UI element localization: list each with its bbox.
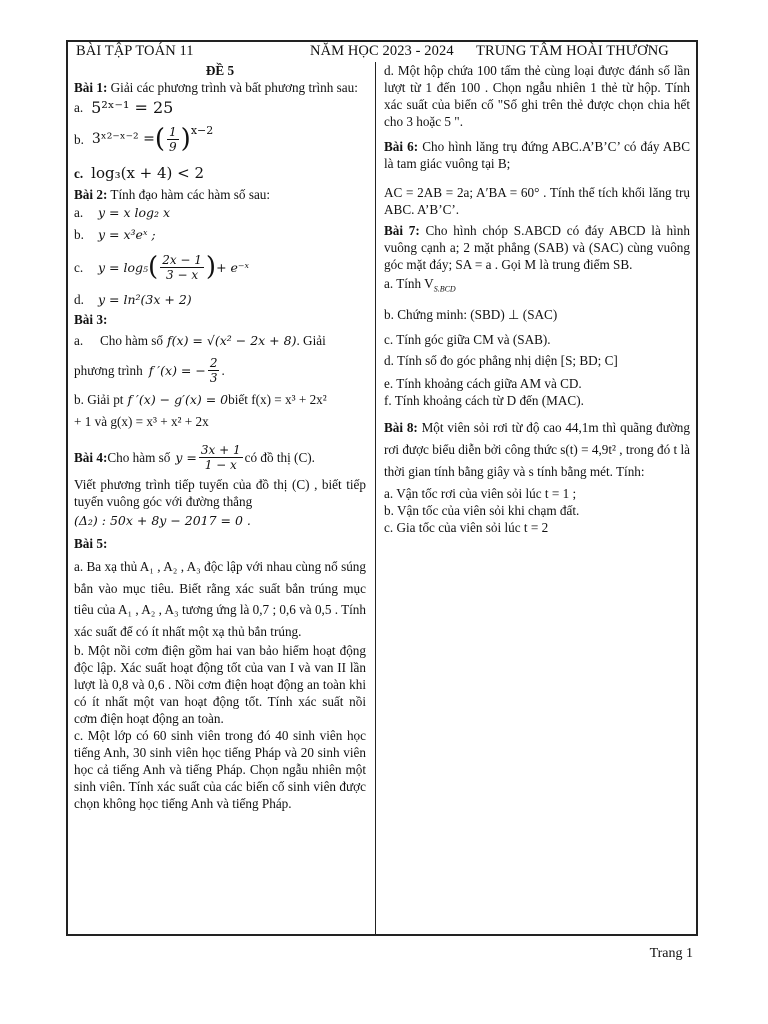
exercise-5 xyxy=(74,535,366,812)
exercise-6 xyxy=(384,138,690,218)
exercise-3a-fraction xyxy=(208,356,220,385)
exercise-1a-equation: 5²ˣ⁻¹ = 25 xyxy=(91,97,174,117)
fraction-numerator: 1 xyxy=(169,124,177,139)
exercise-2c-function-suffix: + e⁻ˣ xyxy=(216,259,249,275)
exercise-1b-exponent: x−2 xyxy=(190,124,214,137)
exercise-2b-label: b. xyxy=(74,226,84,242)
exercise-2a-label: a. xyxy=(74,204,84,220)
exercise-7d-text: d. Tính số đo góc phẳng nhị diện [S; BD; C] xyxy=(384,352,618,368)
exercise-1a-label: a. xyxy=(74,99,84,115)
header-subject: BÀI TẬP TOÁN 11 xyxy=(76,43,194,59)
exercise-1b-label: b. xyxy=(74,131,84,147)
exercise-8b-text: b. Vận tốc của viên sỏi khi chạm đất. xyxy=(384,502,580,518)
exercise-2c-function-prefix: y = log₅ xyxy=(98,259,149,275)
exercise-3a-text-equation: phương trình xyxy=(74,362,143,378)
exercise-1-text: Giải các phương trình và bất phương trình sau: xyxy=(107,80,358,95)
left-column xyxy=(74,62,366,812)
exam-number: ĐỀ 5 xyxy=(205,63,235,78)
exercise-7e-text: e. Tính khoảng cách giữa AM và CD. xyxy=(384,375,582,391)
exercise-8 xyxy=(384,417,690,536)
exercise-4-text-body: Viết phương trình tiếp tuyến của đồ thị (C) , biết tiếp tuyến vuông góc với đường thẳng xyxy=(74,477,366,509)
exercise-3b-text: b. Giải pt xyxy=(74,391,124,407)
fraction-numerator: 2x − 1 xyxy=(162,252,202,267)
exercise-8-text: Một viên sỏi rơi từ độ cao 44,1m thì quãng đường rơi được biểu diễn bởi công thức s(t) = 4,9t² , trong đó t là thời gian tính bằng giây và s tính bằng mét. Tính: xyxy=(384,419,690,479)
exercise-3a-text-cont: . Giải xyxy=(296,332,326,348)
fraction-numerator: 3x + 1 xyxy=(200,442,241,457)
paren-close: ) xyxy=(180,124,191,154)
exercise-3a-equation: f ′(x) = − xyxy=(148,362,206,378)
exercise-1b-lhs: 3ˣ²⁻ˣ⁻² = xyxy=(91,130,155,147)
exercise-4-fraction xyxy=(199,443,243,472)
exercise-4-text-cont: có đồ thị (C). xyxy=(244,449,315,465)
exercise-1b-fraction xyxy=(167,125,179,154)
exercise-2c-fraction xyxy=(160,253,204,282)
paren-open: ( xyxy=(148,252,159,282)
exercise-1 xyxy=(74,79,366,186)
exercise-3b-equation: f ′(x) − g′(x) = 0 xyxy=(127,391,229,407)
exercise-7a-text: a. Tính V xyxy=(384,276,434,291)
header-center-name: TRUNG TÂM HOÀI THƯƠNG xyxy=(476,43,669,59)
exercise-5b-text: b. Một nồi cơm điện gồm hai van bảo hiểm hoạt động độc lập. Xác suất hoạt động tốt của van I và van II lần lượt là 0,8 và 0,6 . Nồi cơm điện hoạt động an toàn khi có ít nhất một van hoạt động tốt. Tính xác suất nồi cơm điện hoạt động an toàn. xyxy=(74,643,366,726)
exercise-7a-subscript: S.BCD xyxy=(433,284,456,294)
right-column xyxy=(384,62,690,536)
exercise-7c-text: c. Tính góc giữa CM và (SAB). xyxy=(384,331,551,347)
exercise-6-text-cont: AC = 2AB = 2a; A′BA = 60° . Tính thể tích khối lăng trụ ABC. A’B’C’. xyxy=(384,185,690,217)
exercise-3-title: Bài 3: xyxy=(74,312,108,327)
exercise-2b-function: y = x³eˣ ; xyxy=(98,226,156,242)
exercise-6-text: Cho hình lăng trụ đứng ABC.A’B’C’ có đáy ABC là tam giác vuông tại B; xyxy=(384,139,690,171)
exercise-4 xyxy=(74,438,366,529)
exercise-4-title: Bài 4: xyxy=(74,449,108,465)
exercise-2 xyxy=(74,186,366,311)
column-divider xyxy=(375,62,376,936)
exercise-2-text: Tính đạo hàm các hàm số sau: xyxy=(107,187,271,202)
exercise-5-title: Bài 5: xyxy=(74,536,108,551)
exercise-2c-label: c. xyxy=(74,259,84,275)
exercise-2d-label: d. xyxy=(74,291,84,307)
exercise-4-line-equation: (Δ₂) : 50x + 8y − 2017 = 0 . xyxy=(74,513,251,528)
exercise-5a-text: a. Ba xạ thủ A₁ , A₂ , A₃ độc lập với nhau cùng nổ súng bắn vào mục tiêu. Biết rằng xác suất bắn trúng mục tiêu của A₁ , A₂ , A₃ tương ứng là 0,7 ; 0,6 và 0,5 . Tính xác suất để có ít nhất một xạ thủ bắn trúng. xyxy=(74,559,366,639)
fraction-denominator: 9 xyxy=(169,139,177,154)
exercise-7f-text: f. Tính khoảng cách từ D đến (MAC). xyxy=(384,392,584,408)
exercise-3a-label: a. xyxy=(74,332,84,348)
page-header xyxy=(72,43,696,61)
exercise-3a-text: Cho hàm số xyxy=(100,332,164,348)
exercise-7b-text: b. Chứng minh: (SBD) ⊥ (SAC) xyxy=(384,306,558,322)
exercise-5d-text: d. Một hộp chứa 100 tấm thẻ cùng loại được đánh số lần lượt từ 1 đến 100 . Chọn ngẫu nhiên 1 thẻ từ hộp. Tính xác suất của biến cố "Số ghi trên thẻ được chọn chia hết cho 3 hoặc 5 ". xyxy=(384,63,690,129)
paren-close: ) xyxy=(205,252,217,282)
exercise-8c-text: c. Gia tốc của viên sỏi lúc t = 2 xyxy=(384,519,549,535)
exercise-2a-function: y = x log₂ x xyxy=(98,204,171,220)
page-number: Trang 1 xyxy=(649,946,693,961)
exercise-5c-text: c. Một lớp có 60 sinh viên trong đó 40 sinh viên học tiếng Anh, 30 sinh viên học tiếng Pháp và 20 sinh viên học cả tiếng Anh và tiếng Pháp. Chọn ngẫu nhiên một sinh viên. Tính xác suất của các biến cố sinh viên được chọn không học tiếng Anh và tiếng Pháp. xyxy=(74,728,366,811)
exercise-3b-text-end: + 1 và g(x) = x³ + x² + 2x xyxy=(74,414,209,429)
exercise-2-title: Bài 2: xyxy=(74,187,108,202)
exercise-1c-label: c. xyxy=(74,165,84,181)
fraction-denominator: 1 − x xyxy=(204,457,237,472)
exercise-8a-text: a. Vận tốc rơi của viên sỏi lúc t = 1 ; xyxy=(384,485,577,501)
exercise-8-title: Bài 8: xyxy=(384,419,418,435)
fraction-denominator: 3 − x xyxy=(166,267,199,282)
exercise-3b-text-cont: biết f(x) = x³ + 2x² xyxy=(228,391,327,407)
exercise-4-function-prefix: y = xyxy=(175,449,197,465)
exercise-7 xyxy=(384,222,690,409)
exercise-6-title: Bài 6: xyxy=(384,139,419,154)
exercise-3a-function: f(x) = √(x² − 2x + 8) xyxy=(167,332,297,348)
exercise-4-text: Cho hàm số xyxy=(107,449,171,465)
exercise-7-title: Bài 7: xyxy=(384,223,420,238)
exercise-1c-inequality: log₃(x + 4) < 2 xyxy=(91,163,205,182)
exercise-1-title: Bài 1: xyxy=(74,80,108,95)
fraction-denominator: 3 xyxy=(209,370,218,385)
exercise-7-text: Cho hình chóp S.ABCD có đáy ABCD là hình vuông cạnh a; 2 mặt phẳng (SAB) và (SAC) cùng vuông góc mặt đáy; SA = a . Gọi M là trung điểm SB. xyxy=(384,223,690,272)
fraction-numerator: 2 xyxy=(209,355,218,370)
exercise-2d-function: y = ln²(3x + 2) xyxy=(98,291,192,307)
header-school-year: NĂM HỌC 2023 - 2024 xyxy=(310,43,454,59)
paren-open: ( xyxy=(154,124,166,154)
exercise-3: Bài 3: a. Cho hàm số f(x) = √(x² − 2x + 8) . Giải phương trình f ′(x) = − $\frac{2}{3}$ . b. Giải pt f ′(x) − g′(x) = 0 biết f(x) = x³ + 2x² + 1 và g(x) = x³ + x² + 2x xyxy=(74,311,366,430)
